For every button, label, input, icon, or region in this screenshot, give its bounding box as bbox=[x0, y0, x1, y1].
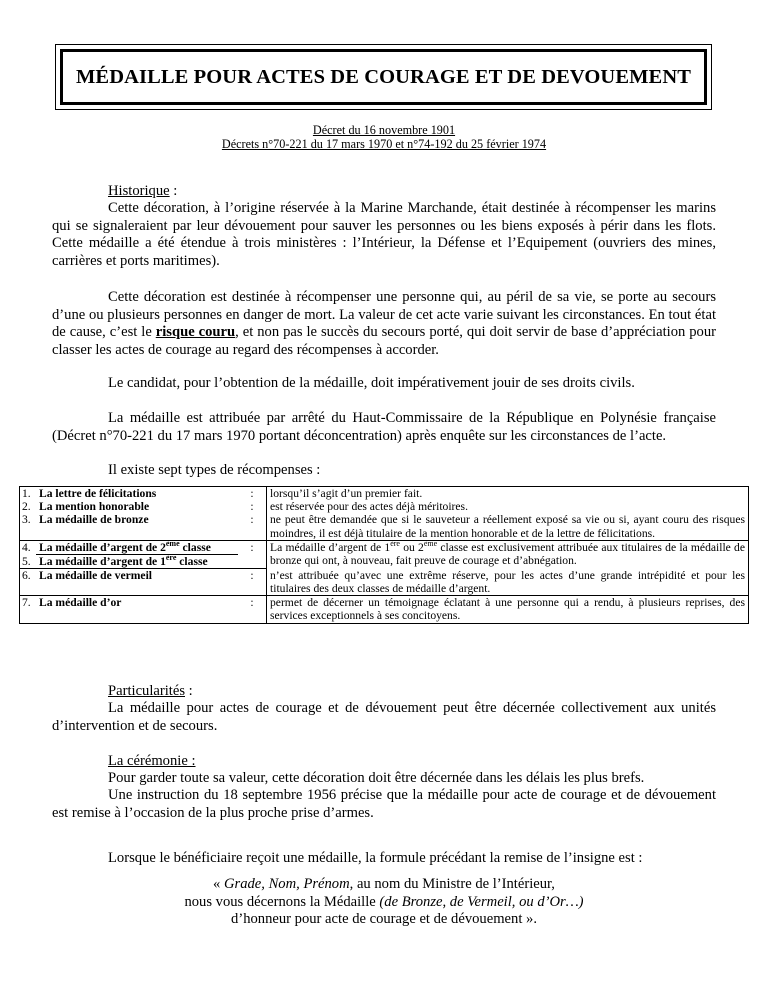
reward-label-part: La médaille d’argent de 2 bbox=[39, 540, 166, 554]
reward-number: 7. bbox=[20, 596, 37, 623]
reward-colon: : bbox=[238, 487, 267, 501]
desc-sup: ère bbox=[390, 538, 400, 548]
reward-number: 2. bbox=[20, 500, 37, 513]
formula-part: , au nom du Ministre de l’Intérieur, bbox=[349, 876, 555, 892]
decree-line-2: Décrets n°70-221 du 17 mars 1970 et n°74-192 du 25 février 1974 bbox=[221, 137, 547, 151]
reward-label: La mention honorable bbox=[39, 500, 150, 514]
paragraph-candidat: Le candidat, pour l’obtention de la médaille, doit impérativement jouir de ses droits civils. bbox=[108, 375, 635, 391]
reward-row-6 bbox=[20, 569, 749, 596]
decree-line-1: Décret du 16 novembre 1901 bbox=[312, 123, 456, 137]
formula-part: nous vous décernons la Médaille bbox=[184, 893, 380, 910]
historique-sep: : bbox=[169, 183, 178, 199]
reward-description: lorsqu’il s’agit d’un premier fait. bbox=[267, 487, 749, 501]
reward-colon: : bbox=[238, 569, 267, 596]
ceremony-formula bbox=[0, 876, 768, 929]
reward-label-sup: ème bbox=[165, 538, 180, 548]
page-title: MÉDAILLE POUR ACTES DE COURAGE ET DE DEVOUEMENT bbox=[75, 65, 691, 88]
rewards-table bbox=[19, 486, 749, 624]
reward-row-1 bbox=[20, 487, 749, 501]
reward-label-part: classe bbox=[176, 555, 208, 569]
reward-number: 6. bbox=[20, 569, 37, 596]
historique-heading: Historique bbox=[108, 183, 170, 199]
formula-line-3: d’honneur pour acte de courage et de dévouement ». bbox=[231, 911, 537, 927]
reward-colon: : bbox=[238, 596, 267, 623]
title-frame bbox=[55, 44, 712, 110]
reward-row-4 bbox=[20, 540, 749, 554]
reward-number: 3. bbox=[20, 513, 37, 540]
reward-number: 5. bbox=[20, 555, 37, 569]
desc-sup: ème bbox=[423, 538, 438, 548]
reward-label: La médaille d’or bbox=[36, 596, 238, 623]
reward-colon: : bbox=[250, 540, 254, 554]
desc-part: ou 2 bbox=[399, 540, 424, 554]
reward-row-7 bbox=[20, 596, 749, 623]
reward-description bbox=[267, 540, 749, 568]
decree-references bbox=[0, 123, 768, 151]
particularites-heading-line bbox=[52, 683, 716, 701]
paragraph-types: Il existe sept types de récompenses : bbox=[108, 462, 321, 478]
formula-italic: (de Bronze, de Vermeil, ou d’Or…) bbox=[379, 893, 584, 910]
reward-label bbox=[36, 540, 238, 554]
risque-before: Cette décoration est destinée à récompenser une personne qui, au péril de sa vie, se porte au secours d’une ou plusieurs personnes en danger de mort. La valeur de cet acte varie suivant les circonstances. En tout état de cause, c’est le bbox=[52, 289, 716, 340]
title-inner-frame bbox=[60, 49, 707, 105]
reward-label-sup: ère bbox=[165, 553, 177, 563]
reward-colon: : bbox=[238, 513, 267, 540]
reward-label bbox=[36, 555, 238, 569]
particularites-sep: : bbox=[185, 683, 193, 699]
reward-colon-empty bbox=[238, 555, 267, 569]
ceremonie-text-2: Une instruction du 18 septembre 1956 précise que la médaille pour acte de courage et de dévouement est remise à l’occasion de la plus proche prise d’armes. bbox=[52, 787, 716, 821]
risque-couru-emphasis: risque couru bbox=[155, 324, 236, 340]
reward-colon: : bbox=[250, 500, 254, 514]
desc-part: classe est exclusivement attribuée aux titulaires de la médaille de bronze qui ont, à nouveau, fait preuve de courage et d’abnégation. bbox=[270, 540, 746, 568]
reward-number: 4. bbox=[20, 540, 37, 554]
historique-text: Cette décoration, à l’origine réservée à la Marine Marchande, était destinée à récompenser les marins qui se signaleraient par leur dévouement pour sauver les personnes ou les biens exposés à périr dans les flots. Cette médaille a été étendue à trois ministères : l’Intérieur, la Défense et l’Equipement (ouvriers des mines, carrières et ports maritimes). bbox=[52, 200, 716, 269]
reward-description: permet de décerner un témoignage éclatant à une personne qui a rendu, à plusieurs reprises, des services exceptionnels à ses concitoyens. bbox=[267, 596, 749, 623]
formula-line-1 bbox=[0, 876, 768, 894]
desc-part: La médaille d’argent de 1 bbox=[270, 540, 391, 554]
particularites-text: La médaille pour actes de courage et de dévouement peut être décernée collectivement aux unités d’intervention et de secours. bbox=[52, 700, 716, 734]
formula-part: « bbox=[213, 876, 224, 892]
reward-label: La médaille de bronze bbox=[36, 513, 238, 540]
risque-after: , et non pas le succès du secours porté, qui doit servir de base d’appréciation pour classer les actes de courage au regard des récompenses à accorder. bbox=[52, 324, 716, 358]
reward-row-2 bbox=[20, 500, 749, 513]
ceremonie-heading-line bbox=[52, 753, 716, 771]
reward-label-part: classe bbox=[179, 540, 211, 554]
reward-label: La médaille de vermeil bbox=[36, 569, 238, 596]
reward-label-part: La médaille d’argent de 1 bbox=[39, 555, 166, 569]
reward-description: ne peut être demandée que si le sauveteur a réellement exposé sa vie ou si, ayant couru des risques moindres, il est déjà titulaire de la mention honorable et de la lettre de félicitations. bbox=[267, 513, 749, 540]
paragraph-risque bbox=[52, 289, 716, 359]
reward-label: La lettre de félicitations bbox=[36, 487, 238, 501]
particularites-heading: Particularités bbox=[108, 683, 185, 699]
ceremonie-text-1: Pour garder toute sa valeur, cette décoration doit être décernée dans les délais les plus brefs. bbox=[108, 770, 645, 786]
reward-number: 1. bbox=[20, 487, 37, 501]
reward-description: n’est attribuée qu’avec une extrême réserve, pour les actes d’une grande intrépidité et pour les titulaires des deux classes de médaille d’argent. bbox=[267, 569, 749, 596]
formula-italic: Grade, Nom, Prénom bbox=[223, 876, 350, 892]
ceremonie-heading: La cérémonie : bbox=[108, 753, 196, 769]
paragraph-formule: Lorsque le bénéficiaire reçoit une médaille, la formule précédant la remise de l’insigne est : bbox=[108, 850, 643, 866]
historique-heading-line bbox=[52, 183, 716, 201]
formula-line-2 bbox=[0, 894, 768, 912]
paragraph-arrete: La médaille est attribuée par arrêté du Haut-Commissaire de la République en Polynésie française (Décret n°70-221 du 17 mars 1970 portant déconcentration) après enquête sur les circonstances de l’acte. bbox=[52, 410, 716, 444]
reward-row-3 bbox=[20, 513, 749, 540]
reward-description: est réservée pour des actes déjà méritoires. bbox=[267, 500, 749, 513]
